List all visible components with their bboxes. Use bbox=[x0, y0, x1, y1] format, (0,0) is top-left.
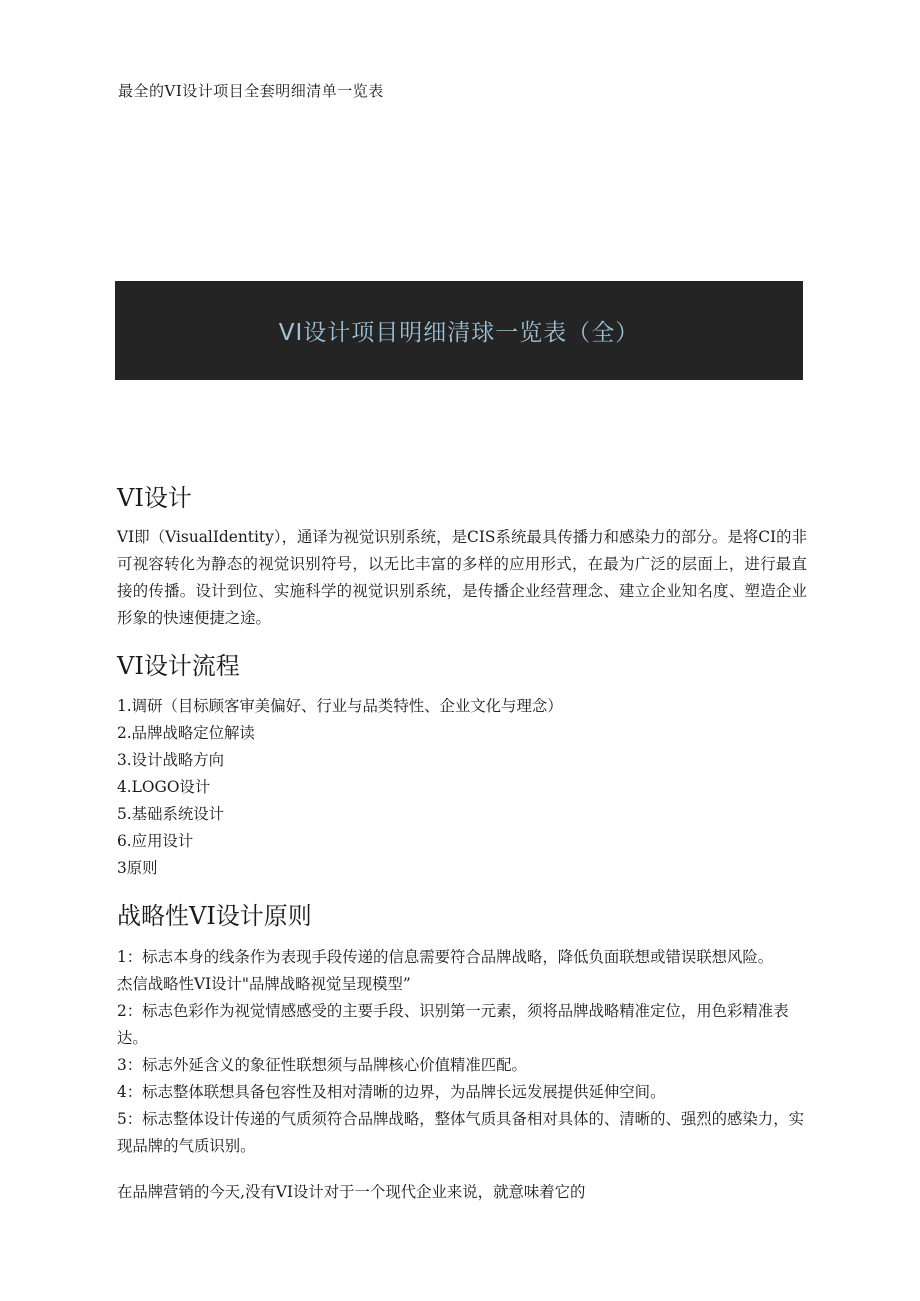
process-item: 6.应用设计 bbox=[117, 832, 194, 850]
banner-title: VI设计项目明细清球一览表（全） bbox=[278, 320, 640, 346]
principle-item: 5：标志整体设计传递的气质须符合品牌战略，整体气质具备相对具体的、清晰的、强烈的感染力，实现品牌的气质识别。 bbox=[117, 1110, 804, 1155]
principle-item: 2：标志色彩作为视觉情感感受的主要手段、识别第一元素，须将品牌战略精准定位，用色彩精准表达。 bbox=[117, 1002, 789, 1047]
page-header: 最全的VI设计项目全套明细清单一览表 bbox=[118, 82, 384, 100]
process-item: 4.LOGO设计 bbox=[117, 778, 211, 796]
process-item: 3原则 bbox=[117, 859, 158, 877]
vi-design-paragraph: VI即（VisualIdentity），通译为视觉识别系统，是CIS系统最具传播力和感染力的部分。是将CI的非可视容转化为静态的视觉识别符号，以无比丰富的多样的应用形式，在最为广泛的层面上，进行最直接的传播。设计到位、实施科学的视觉识别系统，是传播企业经营理念、建立企业知名度、塑造企业形象的快速便捷之途。 bbox=[117, 528, 807, 627]
section-heading-vi-design: VI设计 bbox=[117, 484, 192, 512]
principle-item: 4：标志整体联想具备包容性及相对清晰的边界，为品牌长远发展提供延伸空间。 bbox=[117, 1083, 666, 1101]
principle-item: 杰信战略性VI设计"品牌战略视觉呈现模型” bbox=[117, 975, 411, 993]
title-banner bbox=[115, 281, 803, 380]
principle-item: 1：标志本身的线条作为表现手段传递的信息需要符合品牌战略，降低负面联想或错误联想风险。 bbox=[117, 948, 774, 966]
process-item: 2.品牌战略定位解读 bbox=[117, 724, 255, 742]
section-heading-principles: 战略性VI设计原则 bbox=[117, 902, 312, 930]
process-item: 1.调研（目标顾客审美偏好、行业与品类特性、企业文化与理念） bbox=[117, 697, 563, 715]
principles-list bbox=[117, 944, 807, 1160]
process-item: 5.基础系统设计 bbox=[117, 805, 225, 823]
principle-item: 3：标志外延含义的象征性联想须与品牌核心价值精准匹配。 bbox=[117, 1056, 527, 1074]
section-heading-process: VI设计流程 bbox=[117, 652, 240, 680]
closing-paragraph: 在品牌营销的今天,没有VI设计对于一个现代企业来说，就意味着它的 bbox=[117, 1183, 586, 1201]
process-item: 3.设计战略方向 bbox=[117, 751, 225, 769]
process-list bbox=[117, 693, 563, 882]
